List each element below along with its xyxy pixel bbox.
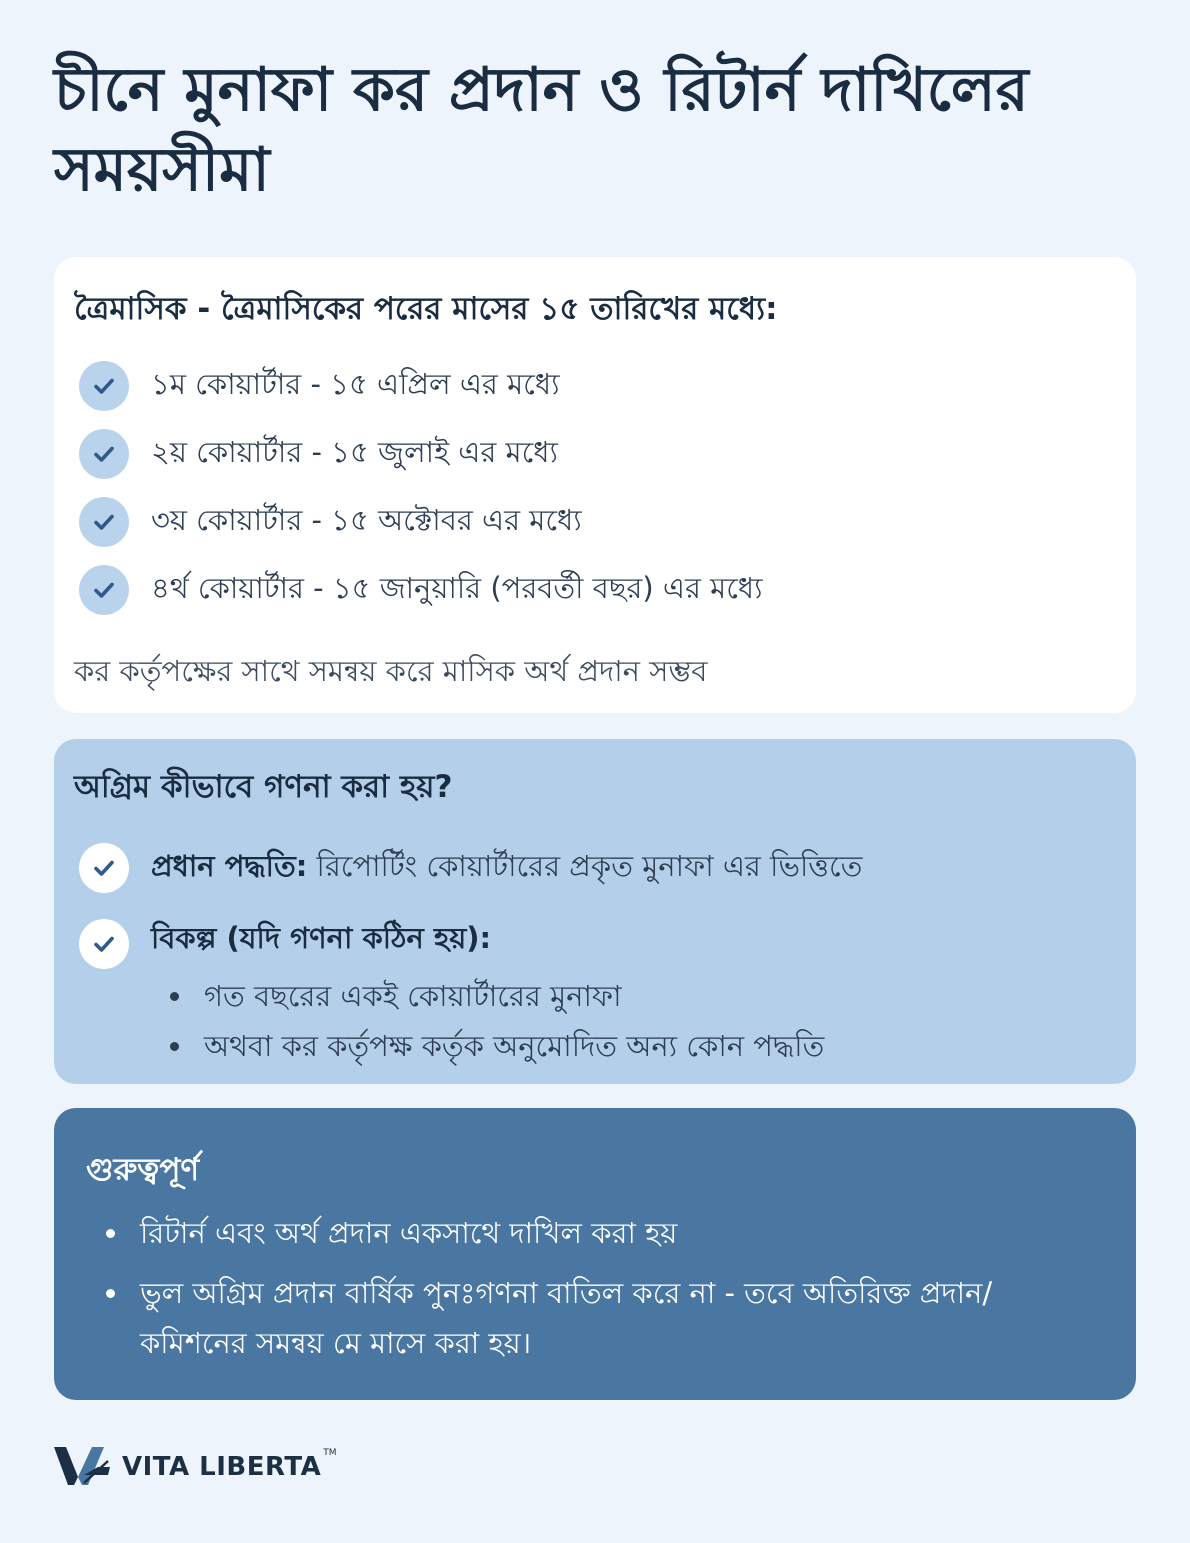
primary-method-item [79, 843, 862, 893]
quarter-item [79, 497, 582, 547]
alternative-sub-list [170, 971, 824, 1071]
brand-logo [54, 1445, 336, 1489]
primary-method-description: রিপোর্টিং কোয়ার্টারের প্রকৃত মুনাফা এর ভিত্তিতে [307, 848, 863, 883]
important-item-text: ভুল অগ্রিম প্রদান বার্ষিক পুনঃগণনা বাতিল করে না - তবে অতিরিক্ত প্রদান/কমিশনের সমন্বয় মে মাসে করা হয়। [140, 1276, 993, 1360]
alternative-method-item [79, 919, 491, 969]
quarterly-card [54, 257, 1136, 713]
quarter-item [79, 565, 763, 615]
alternative-method-text [151, 920, 491, 969]
check-icon [79, 565, 129, 615]
sub-item-text: গত বছরের একই কোয়ার্টারের মুনাফা [204, 979, 622, 1013]
check-icon [79, 843, 129, 893]
brand-name: VITA LIBERTA [122, 1452, 322, 1482]
quarter-item-label: ২য় কোয়ার্টার - ১৫ জুলাই এর মধ্যে [151, 434, 558, 469]
check-icon [79, 429, 129, 479]
bullet-icon [170, 1042, 179, 1051]
page-title: চীনে মুনাফা কর প্রদান ও রিটার্ন দাখিলের সময়সীমা [54, 55, 1029, 205]
advance-calculation-card [54, 739, 1136, 1084]
list-item [170, 971, 824, 1021]
quarter-item-label: ৪র্থ কোয়ার্টার - ১৫ জানুয়ারি (পরবর্তী বছর) এর মধ্যে [151, 570, 763, 605]
monthly-payment-note: কর কর্তৃপক্ষের সাথে সমন্বয় করে মাসিক অর্থ প্রদান সম্ভব [74, 654, 708, 688]
list-item [170, 1021, 824, 1071]
quarter-item [79, 429, 558, 479]
advance-heading: অগ্রিম কীভাবে গণনা করা হয়? [74, 769, 453, 805]
quarter-item-label: ৩য় কোয়ার্টার - ১৫ অক্টোবর এর মধ্যে [151, 502, 582, 537]
check-icon [79, 361, 129, 411]
important-list [106, 1208, 1096, 1378]
check-icon [79, 919, 129, 969]
check-icon [79, 497, 129, 547]
important-heading: গুরুত্বপূর্ণ [86, 1152, 200, 1188]
important-item-text: রিটার্ন এবং অর্থ প্রদান একসাথে দাখিল করা হয় [140, 1216, 678, 1250]
quarter-item [79, 361, 560, 411]
quarterly-heading: ত্রৈমাসিক - ত্রৈমাসিকের পরের মাসের ১৫ তারিখের মধ্যে: [74, 291, 778, 327]
vita-liberta-logo-icon [54, 1445, 110, 1489]
list-item [106, 1268, 1096, 1368]
bullet-icon [170, 992, 179, 1001]
list-item [106, 1208, 1096, 1258]
primary-method-text [151, 844, 862, 893]
trademark-mark: TM [323, 1448, 337, 1458]
bullet-icon [106, 1229, 115, 1238]
important-card [54, 1108, 1136, 1400]
sub-item-text: অথবা কর কর্তৃপক্ষ কর্তৃক অনুমোদিত অন্য কোন পদ্ধতি [204, 1029, 825, 1063]
quarter-item-label: ১ম কোয়ার্টার - ১৫ এপ্রিল এর মধ্যে [151, 366, 560, 401]
primary-method-label: প্রধান পদ্ধতি: [151, 848, 308, 883]
alternative-method-label: বিকল্প (যদি গণনা কঠিন হয়): [151, 920, 492, 955]
bullet-icon [106, 1289, 115, 1298]
